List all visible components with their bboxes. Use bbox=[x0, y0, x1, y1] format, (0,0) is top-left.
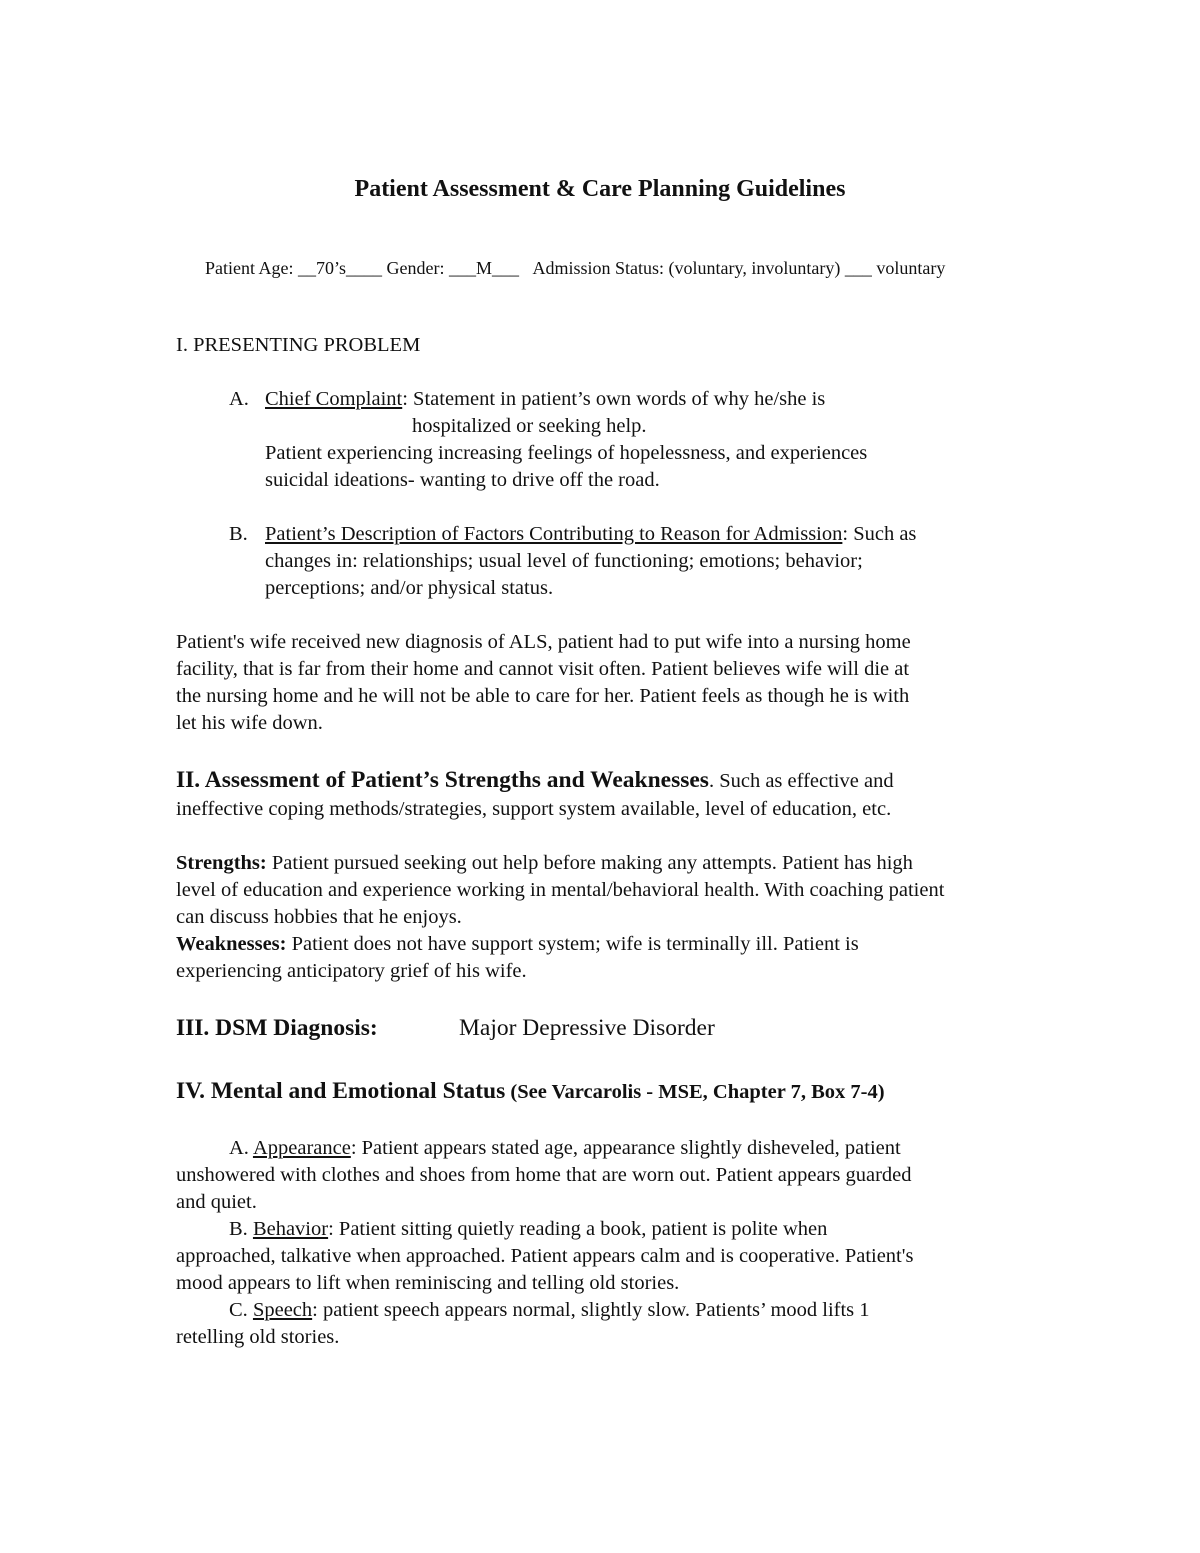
gender-label: Gender: bbox=[386, 258, 445, 278]
factors-line-3: perceptions; and/or physical status. bbox=[265, 577, 554, 599]
appearance-line-3: and quiet. bbox=[176, 1191, 257, 1213]
speech-marker: C. bbox=[229, 1299, 253, 1321]
chief-complaint-answer-1: Patient experiencing increasing feelings of hopelessness, and experiences bbox=[265, 442, 868, 464]
chief-complaint-answer-2: suicidal ideations- wanting to drive off the road. bbox=[265, 469, 660, 491]
weaknesses-text-1: Patient does not have support system; wife is terminally ill. Patient is bbox=[286, 933, 859, 955]
factors-label: Patient’s Description of Factors Contributing to Reason for Admission bbox=[265, 523, 843, 545]
factors-answer-3: the nursing home and he will not be able to care for her. Patient feels as though he is with bbox=[176, 685, 910, 707]
item-a-marker: A. bbox=[229, 388, 249, 410]
speech-line-1 bbox=[229, 1297, 870, 1324]
speech-text-1: : patient speech appears normal, slightly slow. Patients’ mood lifts 1 bbox=[312, 1299, 870, 1321]
weaknesses-line-1 bbox=[176, 931, 859, 958]
section-4-heading-line bbox=[176, 1078, 885, 1105]
strengths-line-2: level of education and experience working in mental/behavioral health. With coaching patient bbox=[176, 879, 945, 901]
speech-line-2: retelling old stories. bbox=[176, 1326, 340, 1348]
patient-meta-line bbox=[205, 258, 945, 279]
section-1-heading: I. PRESENTING PROBLEM bbox=[176, 334, 421, 356]
strengths-line-1 bbox=[176, 850, 913, 877]
age-label: Patient Age: bbox=[205, 258, 294, 278]
section-4-reference: (See Varcarolis - MSE, Chapter 7, Box 7-4) bbox=[505, 1081, 885, 1103]
section-4-heading: IV. Mental and Emotional Status bbox=[176, 1078, 506, 1104]
appearance-line-1 bbox=[229, 1135, 901, 1162]
dsm-diagnosis-value: Major Depressive Disorder bbox=[459, 1015, 715, 1041]
appearance-text-1: : Patient appears stated age, appearance slightly disheveled, patient bbox=[350, 1137, 901, 1159]
strengths-label: Strengths: bbox=[176, 852, 267, 874]
age-value: __70’s____ bbox=[298, 258, 383, 278]
appearance-marker: A. bbox=[229, 1137, 253, 1159]
admission-label: Admission Status: (voluntary, involuntary) bbox=[532, 258, 841, 278]
behavior-text-1: : Patient sitting quietly reading a book, patient is polite when bbox=[328, 1218, 828, 1240]
behavior-line-2: approached, talkative when approached. Patient appears calm and is cooperative. Patient's bbox=[176, 1245, 914, 1267]
section-2-heading-line bbox=[176, 767, 894, 795]
appearance-label: Appearance bbox=[252, 1137, 351, 1159]
section-2-heading: II. Assessment of Patient’s Strengths and Weaknesses bbox=[176, 767, 709, 793]
strengths-text-1: Patient pursued seeking out help before making any attempts. Patient has high bbox=[266, 852, 913, 874]
appearance-line-2: unshowered with clothes and shoes from home that are worn out. Patient appears guarded bbox=[176, 1164, 912, 1186]
chief-complaint-text: : Statement in patient’s own words of why he/she is bbox=[402, 388, 826, 410]
strengths-line-3: can discuss hobbies that he enjoys. bbox=[176, 906, 462, 928]
gender-value: ___M___ bbox=[449, 258, 520, 278]
behavior-line-1 bbox=[229, 1216, 827, 1243]
behavior-marker: B. bbox=[229, 1218, 253, 1240]
speech-label: Speech bbox=[252, 1299, 313, 1321]
section-3-heading: III. DSM Diagnosis: bbox=[176, 1015, 378, 1041]
section-2-desc-2: ineffective coping methods/strategies, support system available, level of education, etc. bbox=[176, 798, 892, 820]
chief-complaint-label: Chief Complaint bbox=[265, 388, 403, 410]
factors-line-1 bbox=[265, 521, 916, 548]
factors-text: : Such as bbox=[842, 523, 917, 545]
weaknesses-line-2: experiencing anticipatory grief of his wife. bbox=[176, 960, 527, 982]
factors-line-2: changes in: relationships; usual level of functioning; emotions; behavior; bbox=[265, 550, 863, 572]
behavior-line-3: mood appears to lift when reminiscing and telling old stories. bbox=[176, 1272, 680, 1294]
chief-complaint-line bbox=[265, 386, 825, 413]
factors-answer-2: facility, that is far from their home and cannot visit often. Patient believes wife will die at bbox=[176, 658, 910, 680]
item-b-marker: B. bbox=[229, 523, 248, 545]
factors-answer-4: let his wife down. bbox=[176, 712, 323, 734]
document-title: Patient Assessment & Care Planning Guidelines bbox=[354, 176, 846, 202]
weaknesses-label: Weaknesses: bbox=[176, 933, 287, 955]
chief-complaint-continued: hospitalized or seeking help. bbox=[412, 415, 647, 437]
factors-answer-1: Patient's wife received new diagnosis of ALS, patient had to put wife into a nursing home bbox=[176, 631, 911, 653]
section-2-desc-1: . Such as effective and bbox=[708, 770, 894, 792]
behavior-label: Behavior bbox=[252, 1218, 329, 1240]
admission-value: ___ voluntary bbox=[844, 258, 946, 278]
